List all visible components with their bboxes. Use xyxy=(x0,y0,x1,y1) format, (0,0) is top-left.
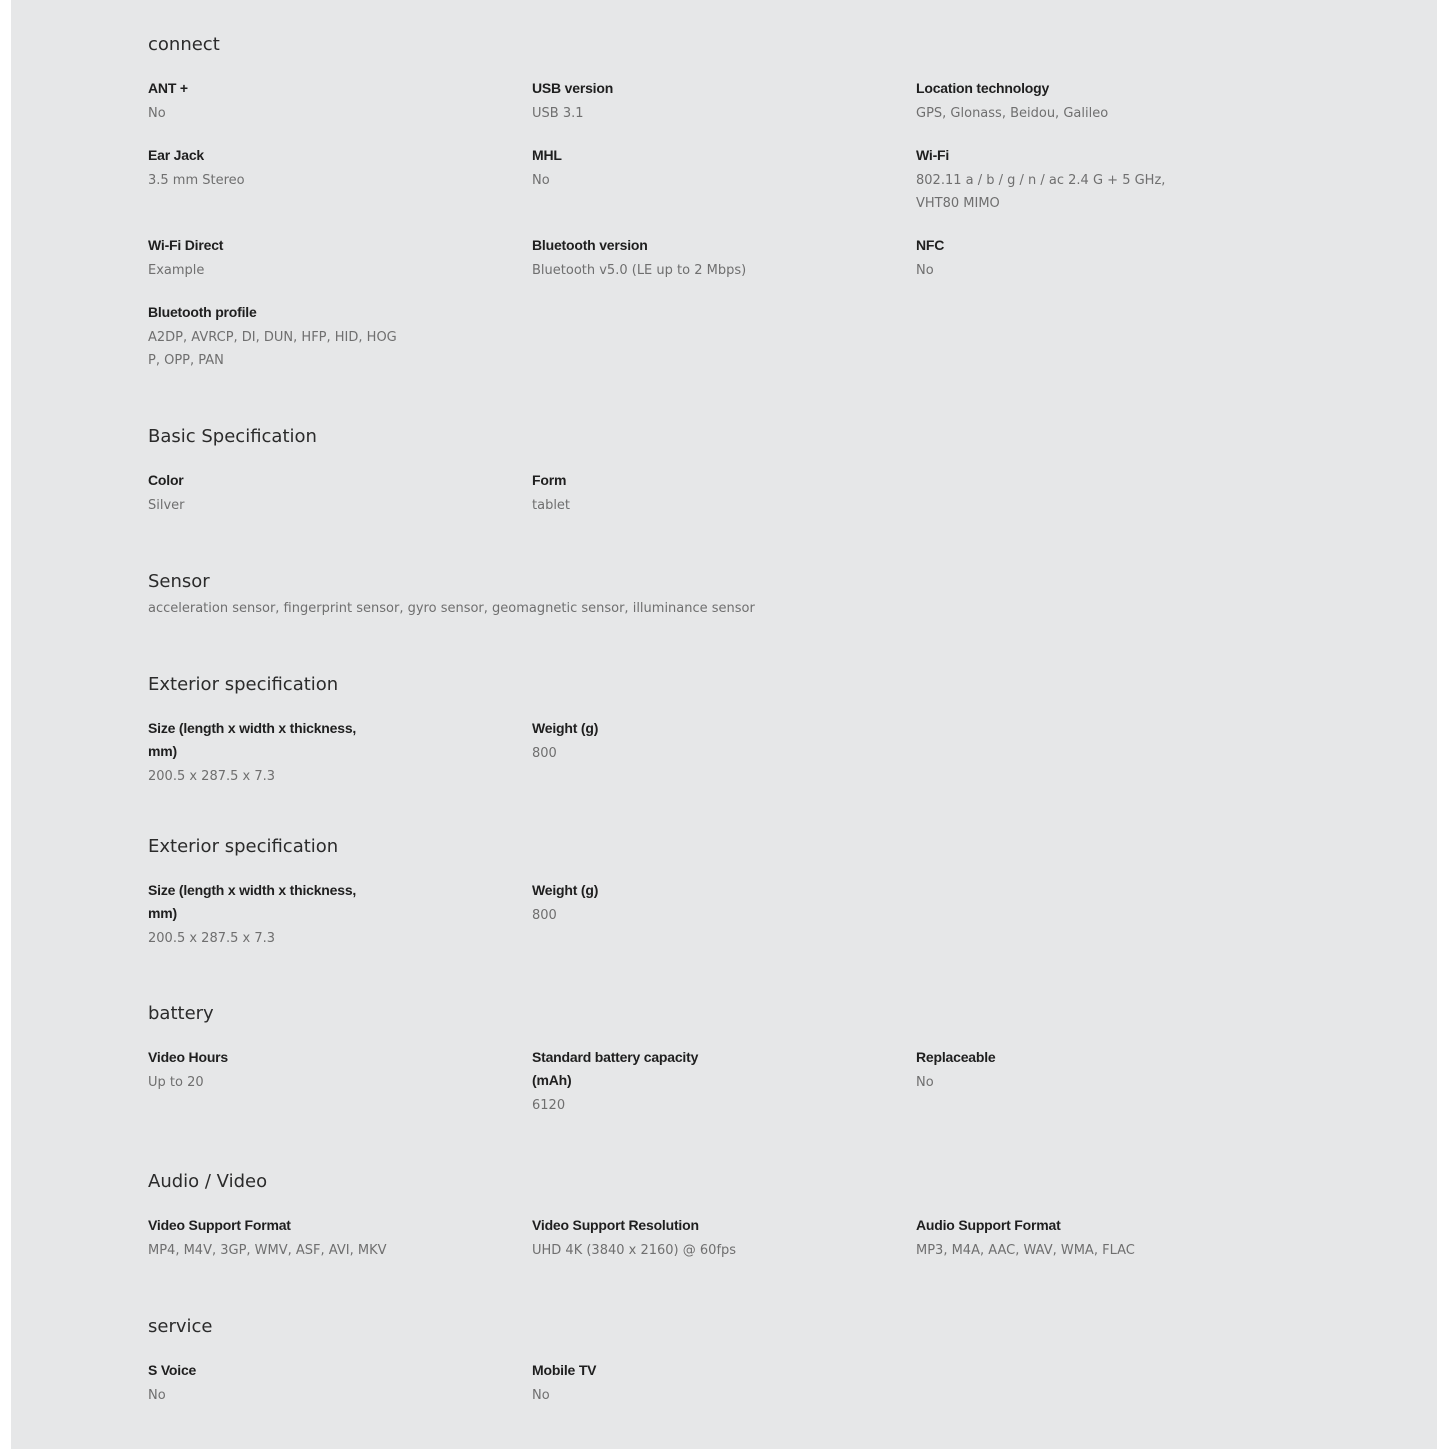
spec-video-support-resolution xyxy=(532,1214,852,1262)
spec-label: Bluetooth profile xyxy=(148,304,257,320)
section-title: battery xyxy=(148,1003,214,1024)
spec-label: Size (length x width x thickness, xyxy=(148,882,357,898)
spec-value: 800 xyxy=(532,908,557,923)
spec-value: 802.11 a / b / g / n / ac 2.4 G + 5 GHz, xyxy=(916,173,1166,188)
spec-label: mm) xyxy=(148,743,177,759)
spec-size xyxy=(148,717,448,788)
spec-label: Video Hours xyxy=(148,1049,229,1065)
spec-panel xyxy=(11,0,1437,1449)
spec-value: acceleration sensor, fingerprint sensor, gyro sensor, geomagnetic sensor, illuminance sensor xyxy=(148,601,755,616)
spec-nfc xyxy=(916,234,1166,282)
spec-bluetooth-version xyxy=(532,234,832,282)
spec-color xyxy=(148,469,398,517)
section-title: connect xyxy=(148,34,220,55)
section-title: service xyxy=(148,1316,213,1337)
spec-value: No xyxy=(148,1388,166,1403)
spec-value: No xyxy=(916,1075,934,1090)
spec-label: NFC xyxy=(916,237,945,253)
section-title: Audio / Video xyxy=(148,1171,268,1192)
spec-value: 3.5 mm Stereo xyxy=(148,173,245,188)
spec-bluetooth-profile xyxy=(148,301,448,372)
spec-ear-jack xyxy=(148,144,398,192)
spec-weight xyxy=(532,717,782,765)
spec-s-voice xyxy=(148,1359,398,1407)
spec-label: Color xyxy=(148,472,184,488)
spec-video-hours xyxy=(148,1046,398,1094)
spec-label: Video Support Resolution xyxy=(532,1217,699,1233)
section-title: Exterior specification xyxy=(148,674,339,695)
spec-form xyxy=(532,469,782,517)
spec-value: UHD 4K (3840 x 2160) @ 60fps xyxy=(532,1243,737,1258)
spec-label: Replaceable xyxy=(916,1049,996,1065)
spec-label: MHL xyxy=(532,147,562,163)
spec-label: Bluetooth version xyxy=(532,237,648,253)
spec-value: Bluetooth v5.0 (LE up to 2 Mbps) xyxy=(532,263,747,278)
spec-value: Silver xyxy=(148,498,185,513)
spec-label: USB version xyxy=(532,80,614,96)
spec-audio-support-format xyxy=(916,1214,1236,1262)
spec-value: No xyxy=(532,1388,550,1403)
spec-label: Weight (g) xyxy=(532,720,599,736)
spec-label: Size (length x width x thickness, xyxy=(148,720,357,736)
spec-replaceable xyxy=(916,1046,1166,1094)
section-title: Exterior specification xyxy=(148,836,339,857)
spec-label: Weight (g) xyxy=(532,882,599,898)
spec-value: P, OPP, PAN xyxy=(148,353,224,368)
section-title: Basic Specification xyxy=(148,426,317,447)
spec-value: USB 3.1 xyxy=(532,106,584,121)
spec-ant xyxy=(148,77,398,125)
spec-value: No xyxy=(916,263,934,278)
spec-value: A2DP, AVRCP, DI, DUN, HFP, HID, HOG xyxy=(148,330,397,345)
spec-label: (mAh) xyxy=(532,1072,572,1088)
spec-value: No xyxy=(532,173,550,188)
spec-wifi-direct xyxy=(148,234,398,282)
spec-label: mm) xyxy=(148,905,177,921)
spec-label: Wi-Fi Direct xyxy=(148,237,224,253)
spec-value: 800 xyxy=(532,746,557,761)
spec-label: Audio Support Format xyxy=(916,1217,1061,1233)
spec-value: VHT80 MIMO xyxy=(916,196,1000,211)
spec-label: Standard battery capacity xyxy=(532,1049,699,1065)
spec-mobile-tv xyxy=(532,1359,782,1407)
spec-label: Video Support Format xyxy=(148,1217,291,1233)
spec-label: Ear Jack xyxy=(148,147,205,163)
spec-label: Form xyxy=(532,472,567,488)
spec-battery-capacity xyxy=(532,1046,782,1117)
spec-value: GPS, Glonass, Beidou, Galileo xyxy=(916,106,1109,121)
spec-value: 200.5 x 287.5 x 7.3 xyxy=(148,931,276,946)
spec-value: 6120 xyxy=(532,1098,566,1113)
spec-value: Example xyxy=(148,263,205,278)
spec-label: Mobile TV xyxy=(532,1362,597,1378)
spec-value: MP3, M4A, AAC, WAV, WMA, FLAC xyxy=(916,1243,1135,1258)
spec-location-technology xyxy=(916,77,1166,125)
spec-label: Wi-Fi xyxy=(916,147,950,163)
spec-label: Location technology xyxy=(916,80,1050,96)
spec-video-support-format xyxy=(148,1214,468,1262)
spec-sensor xyxy=(148,595,1048,620)
spec-value: 200.5 x 287.5 x 7.3 xyxy=(148,769,276,784)
spec-wifi xyxy=(916,144,1216,215)
spec-label: ANT + xyxy=(148,80,188,96)
spec-usb-version xyxy=(532,77,782,125)
spec-label: S Voice xyxy=(148,1362,197,1378)
spec-value: tablet xyxy=(532,498,571,513)
spec-mhl xyxy=(532,144,782,192)
spec-weight xyxy=(532,879,782,927)
spec-value: No xyxy=(148,106,166,121)
spec-value: Up to 20 xyxy=(148,1075,204,1090)
spec-value: MP4, M4V, 3GP, WMV, ASF, AVI, MKV xyxy=(148,1243,387,1258)
section-title: Sensor xyxy=(148,571,210,592)
spec-size xyxy=(148,879,448,950)
